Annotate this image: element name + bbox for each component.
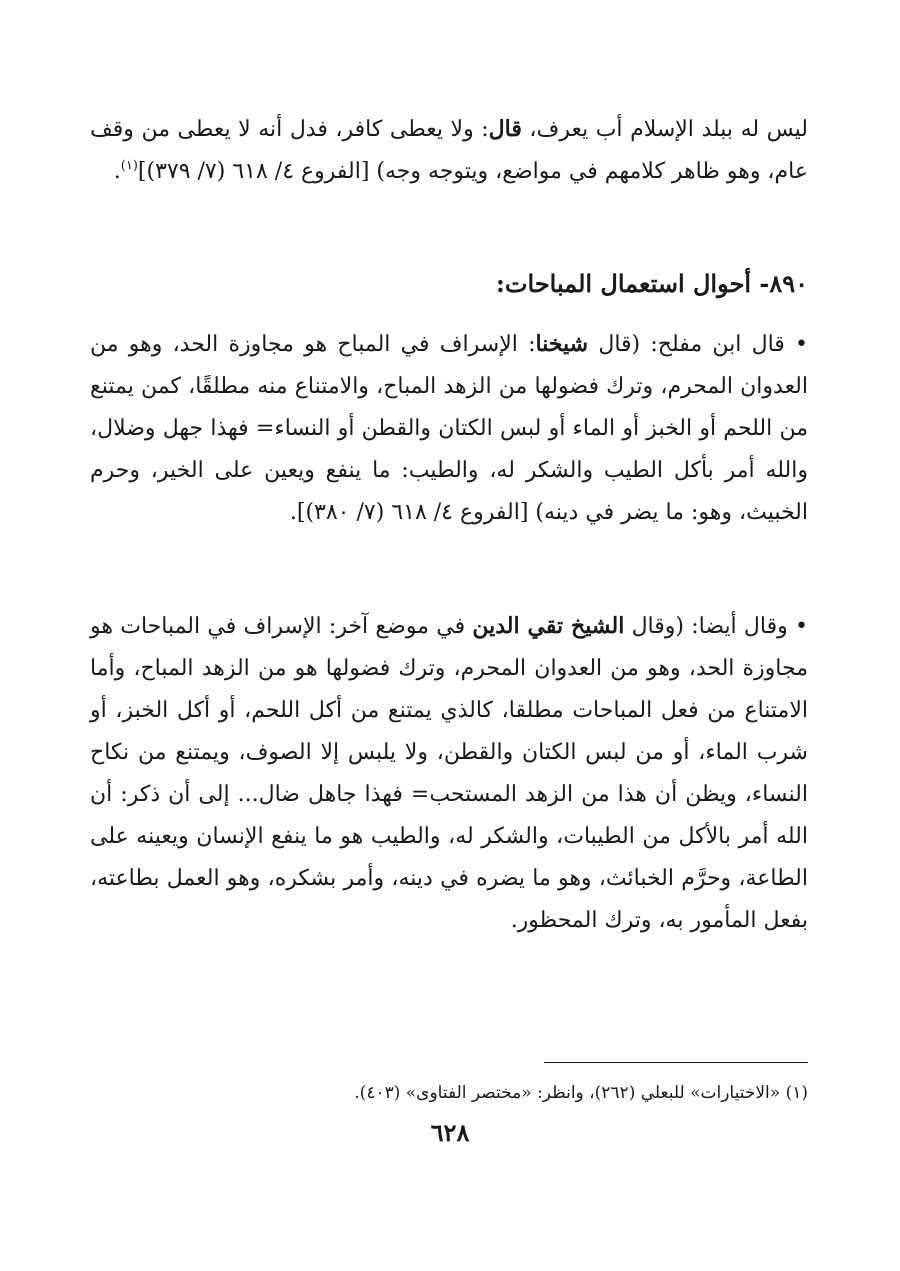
bold-word: قال (488, 116, 522, 142)
text-run: قال ابن مفلح: (قال (588, 332, 796, 357)
page-number: ٦٢٨ (430, 1118, 470, 1147)
text-run: وقال أيضا: (وقال (624, 614, 796, 639)
text-run: : الإسراف في المباح هو مجاوزة الحد، وهو من العدوان المحرم، وترك فضولها من الزهد المباح، والامتناع منه مطلقًا، كمن يمتنع من اللحم أو الخبز أو الماء أو لبس الكتان والقطن أو النساء= فهذا جهل وضلال، والله أمر بأكل الطيب والشكر له، والطيب: ما ينفع ويعين على الخير، وحرم الخبيث، وهو: ما يضر في دينه) [الفروع ٤/ ٦١٨ (٧/ ٣٨٠)]. (90, 332, 808, 525)
text-run: : ولا يعطى كافر، فدل أنه لا يعطى من وقف عام، وهو ظاهر كلامهم في مواضع، ويتوجه وجه) [الفروع ٤/ ٦١٨ (٧/ ٣٧٩)] (90, 117, 808, 184)
footnote-divider (544, 1062, 808, 1063)
text-run: . (113, 159, 121, 184)
paragraph-ibn-muflih (90, 323, 808, 534)
bullet-marker: • (795, 614, 809, 639)
bullet-marker: • (795, 332, 809, 357)
text-run: في موضع آخر: الإسراف في المباحات هو مجاوزة الحد، وهو من العدوان المحرم، وترك فضولها هو من الزهد المباح، وأما الامتناع من فعل المباحات مطلقا، كالذي يمتنع من أكل اللحم، أو أكل الخبز، أو شرب الماء، أو من لبس الكتان والقطن، ولا يلبس إلا الصوف، ويمتنع من نكاح النساء، ويظن أن هذا من الزهد المستحب= فهذا جاهل ضال... إلى أن ذكر: أن الله أمر بالأكل من الطيبات، والشكر له، والطيب هو ما ينفع الإنسان ويعينه على الطاعة، وحرَّم الخبائث، وهو ما يضره في دينه، وأمر بشكره، وهو العمل بطاعته، بفعل المأمور به، وترك المحظور. (90, 614, 808, 933)
text-run: ليس له ببلد الإسلام أب يعرف، (521, 117, 809, 142)
paragraph-continuation (90, 108, 808, 193)
paragraph-shaykh-taqi (90, 605, 808, 942)
bold-word: الشيخ تقي الدين (472, 613, 625, 639)
bold-word: شيخنا (535, 331, 589, 357)
footnote-marker: (١) (120, 158, 138, 174)
footnote: (١) «الاختيارات» للبعلي (٢٦٢)، وانظر: «مختصر الفتاوى» (٤٠٣). (354, 1083, 808, 1103)
section-heading: ٨٩٠- أحوال استعمال المباحات: (496, 269, 808, 298)
